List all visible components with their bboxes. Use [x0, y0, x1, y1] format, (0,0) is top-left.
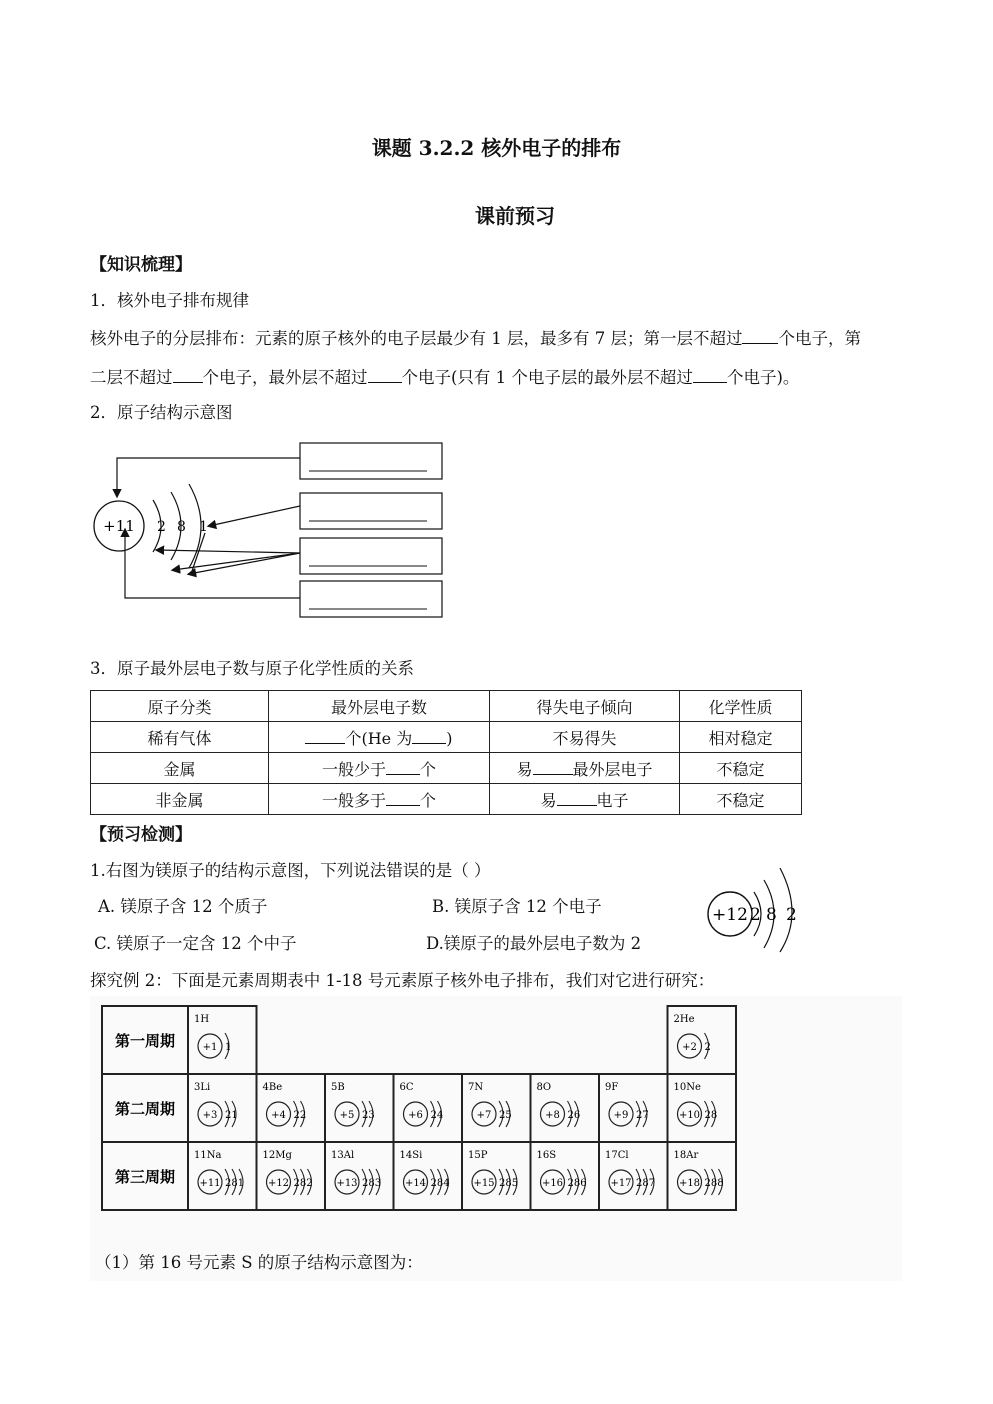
cell-text: 易 [540, 790, 557, 810]
cell-outer [269, 753, 490, 784]
th-tendency: 得失电子倾向 [490, 691, 680, 722]
blank-outer[interactable] [368, 366, 402, 383]
section-check: 【预习检测】 [90, 825, 192, 845]
element-nucleus-label: +1 [202, 1042, 218, 1053]
element-shells: 27 [636, 1110, 649, 1121]
element-nucleus-label: +5 [339, 1110, 355, 1121]
cell-text: 电子 [596, 790, 629, 810]
cell-property: 不稳定 [680, 753, 802, 784]
cell-property: 不稳定 [680, 784, 802, 815]
nucleus-label: +11 [103, 517, 135, 535]
option-c[interactable]: C. 镁原子一定含 12 个中子 [94, 934, 297, 953]
mg-shell-3: 2 [786, 905, 797, 925]
cell-category: 稀有气体 [91, 722, 269, 753]
element-nucleus-label: +11 [199, 1178, 221, 1189]
element-symbol: 4Be [262, 1082, 283, 1093]
th-outer-electrons: 最外层电子数 [269, 691, 490, 722]
cell-tendency [490, 753, 680, 784]
element-shells: 283 [362, 1178, 382, 1189]
mg-shell-2: 8 [766, 905, 777, 925]
cell-category: 非金属 [91, 784, 269, 815]
shell-count-3: 1 [199, 519, 208, 535]
item1-line2 [90, 366, 799, 389]
table-row [91, 722, 802, 753]
element-shells: 2 [704, 1042, 711, 1053]
element-symbol: 18Ar [673, 1150, 699, 1161]
line1-text-a: 核外电子的分层排布：元素的原子核外的电子层最少有 1 层，最多有 7 层；第一层不超过 [90, 329, 743, 348]
element-shells: 23 [362, 1110, 375, 1121]
period-label: 第三周期 [114, 1168, 176, 1186]
blank-he[interactable] [412, 727, 446, 744]
item2-title: 2．原子结构示意图 [90, 403, 233, 422]
shell-count-1: 2 [157, 519, 166, 535]
element-symbol: 14Si [399, 1150, 423, 1161]
element-shells: 26 [567, 1110, 581, 1121]
blank-nonmetal-tendency[interactable] [557, 789, 597, 806]
element-symbol: 15P [468, 1150, 488, 1161]
cell-text: 个 [420, 759, 437, 779]
leader-3c [189, 553, 300, 574]
leader-4 [125, 530, 300, 598]
periodic-table [100, 1004, 740, 1219]
period-label: 第一周期 [114, 1032, 176, 1050]
element-symbol: 9F [605, 1082, 619, 1093]
answer-box-2 [300, 493, 442, 529]
element-nucleus-label: +2 [682, 1042, 697, 1053]
blank-nonmetal[interactable] [386, 789, 420, 806]
leader-2 [209, 506, 300, 526]
cell-outer [269, 784, 490, 815]
element-symbol: 17Cl [605, 1150, 629, 1161]
th-property: 化学性质 [680, 691, 802, 722]
explore-text: 探究例 2：下面是元素周期表中 1-18 号元素原子核外电子排布，我们对它进行研究： [90, 971, 715, 990]
element-shells: 286 [567, 1178, 587, 1189]
blank-shell2[interactable] [173, 366, 203, 383]
element-nucleus-label: +18 [678, 1178, 701, 1189]
cell-property: 相对稳定 [680, 722, 802, 753]
mg-nucleus-label: +12 [712, 905, 748, 925]
element-shells: 288 [704, 1178, 724, 1189]
question-1: 1.右图为镁原子的结构示意图，下列说法错误的是（ ） [90, 861, 491, 880]
element-shells: 1 [225, 1042, 232, 1053]
line2-text-a: 二层不超过 [90, 368, 173, 387]
atom-structure-diagram [85, 438, 455, 623]
line2-text-c: 个电子(只有 1 个电子层的最外层不超过 [401, 368, 693, 387]
table-header-row [91, 691, 802, 722]
element-symbol: 10Ne [673, 1082, 701, 1093]
relation-table [90, 690, 802, 815]
element-nucleus-label: +14 [404, 1178, 427, 1189]
option-a[interactable]: A. 镁原子含 12 个质子 [98, 897, 268, 916]
element-nucleus-label: +15 [473, 1178, 495, 1189]
element-nucleus-label: +3 [202, 1110, 218, 1121]
item1-title: 1．核外电子排布规律 [90, 291, 249, 310]
cell-text: 一般少于 [321, 759, 386, 779]
element-shells: 25 [499, 1110, 512, 1121]
element-symbol: 16S [536, 1150, 557, 1161]
element-symbol: 13Al [331, 1150, 355, 1161]
option-b[interactable]: B. 镁原子含 12 个电子 [432, 897, 602, 916]
mg-shell-1: 2 [750, 905, 761, 925]
cell-text: ) [446, 728, 453, 748]
element-nucleus-label: +12 [267, 1178, 290, 1189]
cell-text: 个(He 为 [345, 728, 413, 748]
element-nucleus-label: +4 [271, 1110, 286, 1121]
page-title: 课题 3.2.2 核外电子的排布 [371, 136, 622, 160]
element-nucleus-label: +10 [678, 1110, 701, 1121]
option-d[interactable]: D.镁原子的最外层电子数为 2 [426, 934, 642, 953]
element-shells: 287 [636, 1178, 656, 1189]
th-category: 原子分类 [91, 691, 269, 722]
element-nucleus-label: +9 [613, 1110, 629, 1121]
section-knowledge: 【知识梳理】 [90, 255, 192, 275]
leader-3d [191, 533, 205, 574]
cell-category: 金属 [91, 753, 269, 784]
answer-box-3 [300, 538, 442, 574]
blank-noble[interactable] [305, 727, 345, 744]
shell-count-2: 8 [177, 519, 186, 535]
element-nucleus-label: +8 [545, 1110, 560, 1121]
element-nucleus-label: +16 [541, 1178, 564, 1189]
line2-text-d: 个电子)。 [726, 368, 800, 387]
leader-1 [117, 458, 300, 496]
cell-text: 易 [516, 759, 533, 779]
element-shells: 22 [293, 1110, 307, 1121]
element-shells: 285 [499, 1178, 519, 1189]
blank-single[interactable] [693, 366, 727, 383]
cell-text: 最外层电子 [572, 759, 653, 779]
table-row [91, 753, 802, 784]
element-symbol: 3Li [194, 1082, 211, 1093]
element-symbol: 5B [331, 1082, 345, 1093]
cell-text: 一般多于 [321, 790, 386, 810]
element-nucleus-label: +7 [476, 1110, 492, 1121]
cell-text: 个 [420, 790, 437, 810]
blank-metal-tendency[interactable] [533, 758, 573, 775]
question-s: （1）第 16 号元素 S 的原子结构示意图为： [95, 1253, 423, 1272]
element-nucleus-label: +6 [408, 1110, 423, 1121]
element-symbol: 11Na [194, 1150, 222, 1161]
element-symbol: 12Mg [262, 1150, 292, 1161]
element-shells: 282 [293, 1178, 313, 1189]
element-symbol: 8O [536, 1082, 552, 1093]
leader-3a [157, 550, 300, 553]
element-shells: 28 [704, 1110, 718, 1121]
blank-shell1[interactable] [742, 327, 778, 344]
answer-box-1 [300, 443, 442, 479]
element-shells: 284 [430, 1178, 450, 1189]
element-shells: 24 [430, 1110, 444, 1121]
mg-atom-diagram [700, 862, 810, 954]
element-symbol: 1H [194, 1014, 210, 1025]
element-symbol: 2He [673, 1014, 695, 1025]
element-symbol: 6C [399, 1082, 414, 1093]
element-nucleus-label: +13 [336, 1178, 358, 1189]
cell-tendency [490, 784, 680, 815]
element-shells: 281 [225, 1178, 245, 1189]
element-shells: 21 [225, 1110, 238, 1121]
cell-outer [269, 722, 490, 753]
line2-text-b: 个电子，最外层不超过 [202, 368, 368, 387]
page-subtitle: 课前预习 [475, 204, 555, 228]
table-row [91, 784, 802, 815]
element-nucleus-label: +17 [610, 1178, 632, 1189]
answer-box-4 [300, 581, 442, 617]
line1-text-b: 个电子，第 [778, 329, 861, 348]
cell-tendency: 不易得失 [490, 722, 680, 753]
element-symbol: 7N [468, 1082, 484, 1093]
period-label: 第二周期 [114, 1100, 176, 1118]
item1-line1 [90, 327, 861, 350]
item3-title: 3．原子最外层电子数与原子化学性质的关系 [90, 659, 414, 678]
blank-metal[interactable] [386, 758, 420, 775]
